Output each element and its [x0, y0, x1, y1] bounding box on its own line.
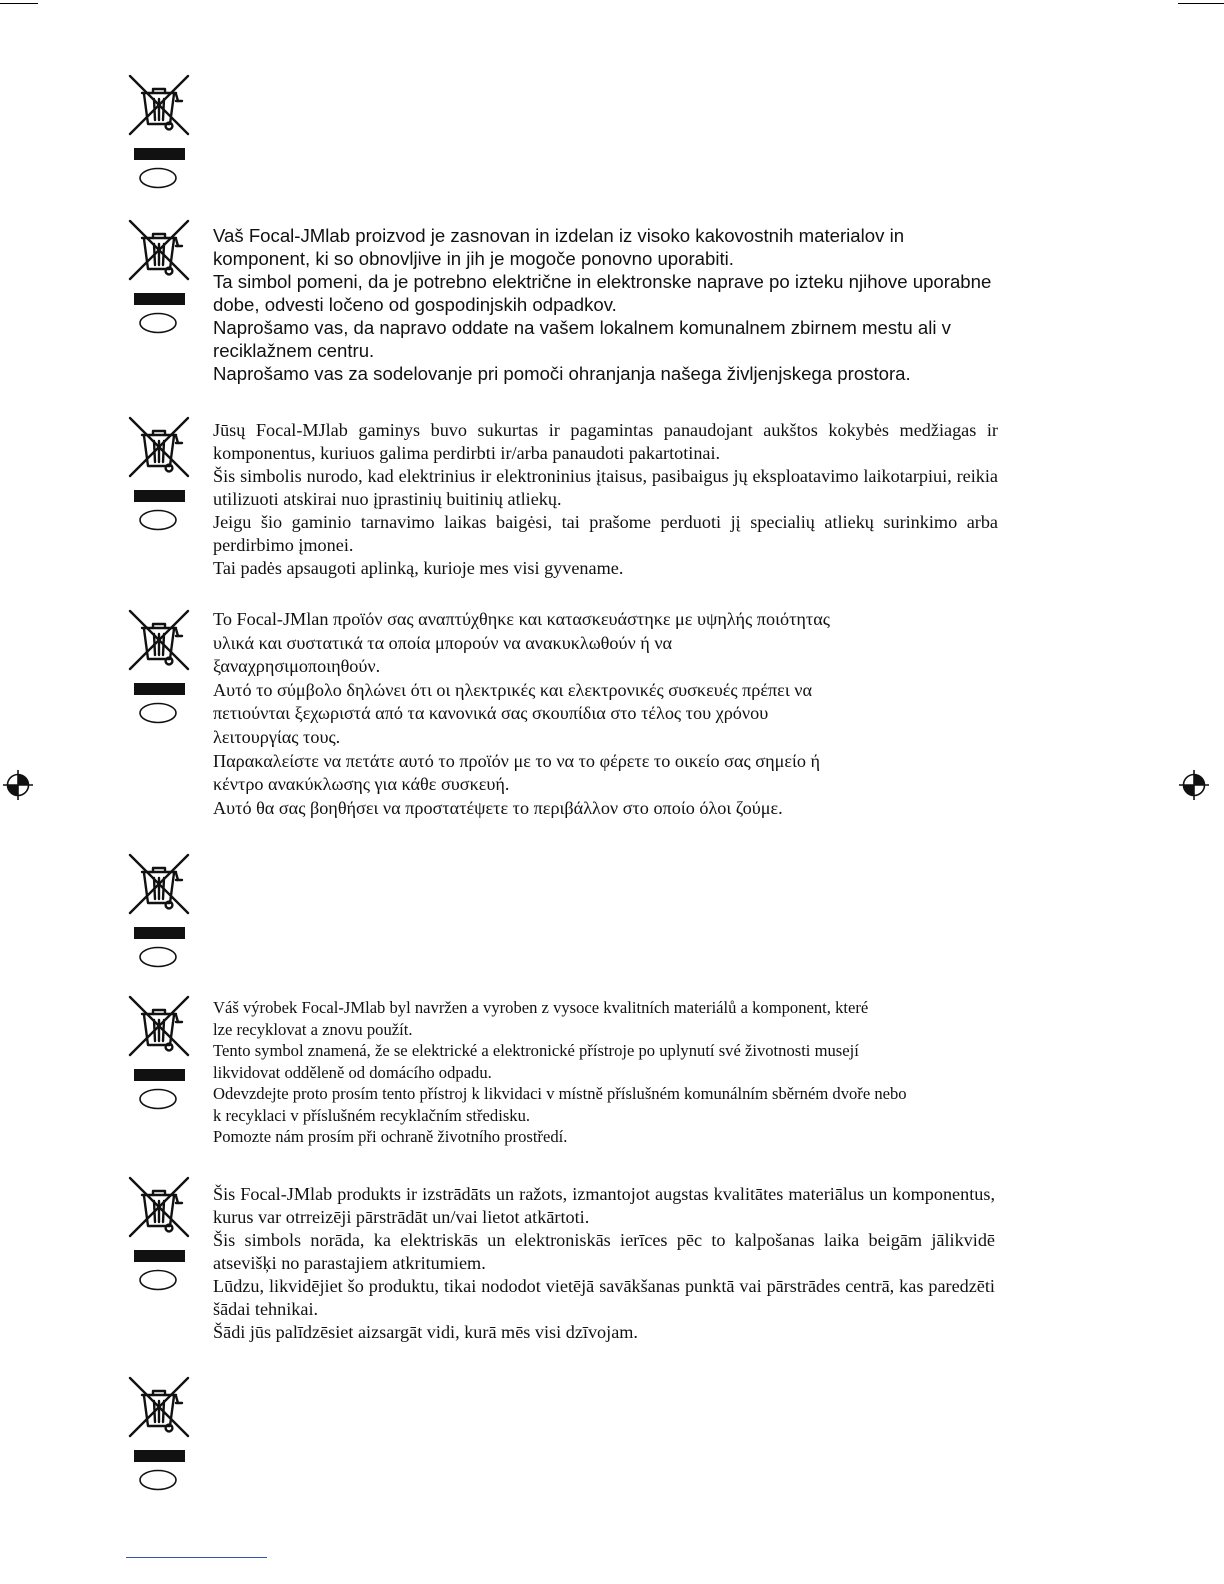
weee-notice-latvian: [213, 1183, 995, 1344]
notice-paragraph: Tai padės apsaugoti aplinką, kurioje mes visi gyvename.: [213, 558, 624, 578]
notice-line: lze recyklovat a znovu použít.: [213, 1019, 413, 1039]
weee-bin-icon: [120, 416, 196, 540]
notice-line: Pomozte nám prosím při ochraně životního prostředí.: [213, 1127, 568, 1146]
notice-line: ξαναχρησιμοποιηθούν.: [213, 656, 381, 677]
notice-line: κέντρο ανακύκλωσης για κάθε συσκευή.: [213, 774, 510, 795]
crop-mark-top-right: [1178, 3, 1224, 4]
notice-paragraph: Ta simbol pomeni, da je potrebno električne in elektronske naprave po izteku njihove uporabne dobe, odvesti ločeno od gospodinjskih odpadkov.: [213, 271, 992, 315]
notice-line: Αυτό το σύμβολο δηλώνει ότι οι ηλεκτρικές και ελεκτρονικές συσκευές πρέπει να: [213, 679, 813, 700]
notice-line: Το Focal-JMlan προϊόν σας αναπτύχθηκε και κατασκευάστηκε με υψηλής ποιότητας: [213, 609, 830, 629]
notice-line: Váš výrobek Focal-JMlab byl navržen a vyroben z vysoce kvalitních materiálů a komponent, které: [213, 998, 869, 1017]
notice-paragraph: Jūsų Focal-MJlab gaminys buvo sukurtas ir pagamintas panaudojant aukštos kokybės medžiagas ir komponentus, kuriuos galima perdirbti ir/arba panaudoti pakartotinai.: [213, 420, 998, 463]
notice-line: k recyklaci v příslušném recyklačním středisku.: [213, 1105, 531, 1125]
weee-bin-icon: [120, 1176, 196, 1300]
weee-bin-icon: [120, 1376, 196, 1500]
notice-paragraph: Naprošamo vas, da napravo oddate na vašem lokalnem komunalnem zbirnem mestu ali v reciklažnem centru.: [213, 317, 951, 361]
weee-bin-icon: [120, 853, 196, 977]
weee-notice-greek: [213, 608, 1013, 820]
weee-notice-lithuanian: [213, 419, 998, 580]
weee-bin-icon: [120, 219, 196, 343]
notice-line: πετιούνται ξεχωριστά από τα κανονικά σας σκουπίδια στο τέλος του χρόνου: [213, 703, 769, 724]
crop-mark-top-left: [0, 3, 38, 4]
notice-paragraph: Naprošamo vas za sodelovanje pri pomoči ohranjanja našega življenjskega prostora.: [213, 363, 911, 384]
notice-line: Παρακαλείστε να πετάτε αυτό το προϊόν με το να το φέρετε το οικείο σας σημείο ή: [213, 750, 821, 771]
notice-line: Tento symbol znamená, že se elektrické a elektronické přístroje po uplynutí své životnosti musejí: [213, 1041, 859, 1060]
weee-bin-icon: [120, 609, 196, 733]
notice-paragraph: Lūdzu, likvidējiet šo produktu, tikai nododot vietējā savākšanas punktā vai pārstrādes centrā, kas paredzēti šādai tehnikai.: [213, 1276, 995, 1319]
weee-notice-czech: [213, 997, 1013, 1148]
weee-bin-icon: [120, 995, 196, 1119]
notice-line: λειτουργίας τους.: [213, 726, 341, 747]
notice-line: likvidovat odděleně od domácího odpadu.: [213, 1062, 492, 1082]
notice-paragraph: Šis simbols norāda, ka elektriskās un elektroniskās ierīces pēc to kalpošanas laika beigām jālikvidē atsevišķi no parastajiem atkritumiem.: [213, 1230, 995, 1273]
weee-bin-icon: [120, 74, 196, 198]
registration-mark-right-icon: [1179, 770, 1209, 800]
footer-rule: [126, 1557, 267, 1558]
notice-paragraph: Jeigu šio gaminio tarnavimo laikas baigėsi, tai prašome perduoti jį specialių atliekų surinkimo arba perdirbimo įmonei.: [213, 512, 998, 555]
notice-line: Αυτό θα σας βοηθήσει να προστατέψετε το περιβάλλον στο οποίο όλοι ζούμε.: [213, 797, 783, 818]
notice-paragraph: Šis Focal-JMlab produkts ir izstrādāts un ražots, izmantojot augstas kvalitātes materiālus un komponentus, kurus var otrreizēji pārstrādāt un/vai lietot atkārtoti.: [213, 1184, 995, 1227]
notice-line: Odevzdejte proto prosím tento přístroj k likvidaci v místně příslušném komunálním sběrném dvoře nebo: [213, 1084, 907, 1103]
notice-line: υλικά και συστατικά τα οποία μπορούν να ανακυκλωθούν ή να: [213, 632, 673, 653]
weee-notice-slovenian: [213, 224, 1003, 385]
notice-paragraph: Vaš Focal-JMlab proizvod je zasnovan in izdelan iz visoko kakovostnih materialov in komponent, ki so obnovljive in jih je mogoče ponovno uporabiti.: [213, 225, 905, 269]
registration-mark-left-icon: [3, 770, 33, 800]
notice-paragraph: Šādi jūs palīdzēsiet aizsargāt vidi, kurā mēs visi dzīvojam.: [213, 1322, 638, 1342]
notice-paragraph: Šis simbolis nurodo, kad elektrinius ir elektroninius įtaisus, pasibaigus jų eksploatavimo laikotarpiui, reikia utilizuoti atskirai nuo įprastinių buitinių atliekų.: [213, 466, 998, 509]
